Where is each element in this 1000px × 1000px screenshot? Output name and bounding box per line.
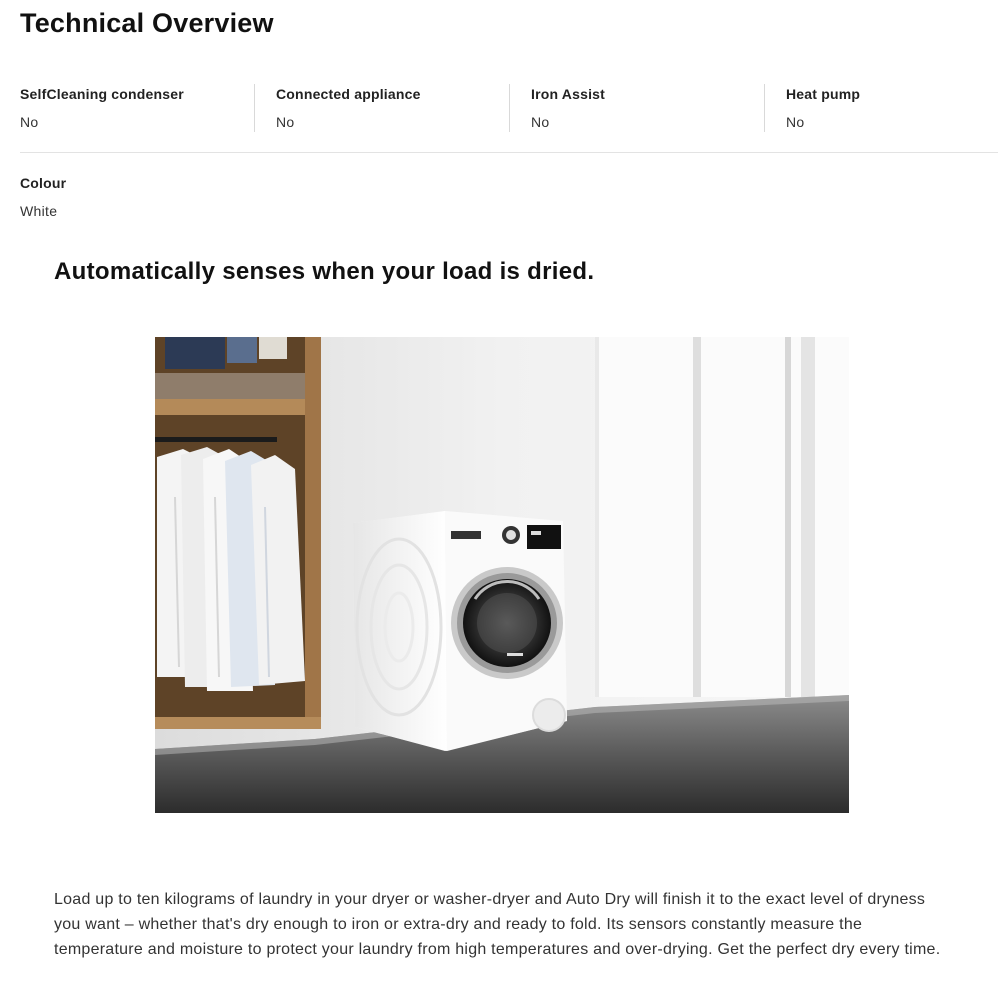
spec-label: Connected appliance <box>276 86 421 102</box>
spec-label: SelfCleaning condenser <box>20 86 184 102</box>
dryer-room-illustration <box>155 337 849 813</box>
spec-label: Heat pump <box>786 86 861 102</box>
feature-body-text: Load up to ten kilograms of laundry in your dryer or washer-dryer and Auto Dry will finish it to the exact level of dryness you want – whether that's dry enough to iron or extra-dry and ready to fold. Its sensors constantly measure the temperature and moisture to protect your laundry from high temperatures and over-drying. Get the perfect dry every time. <box>54 891 941 958</box>
spec-selfcleaning-condenser <box>20 84 254 132</box>
spec-value: White <box>20 203 58 219</box>
spec-value: No <box>786 114 805 130</box>
spec-colour <box>20 173 66 219</box>
spec-row <box>20 84 998 153</box>
spec-value: No <box>531 114 550 130</box>
spec-heat-pump <box>764 84 996 132</box>
spec-label: Colour <box>20 175 67 191</box>
spec-iron-assist <box>509 84 765 132</box>
spec-value: No <box>276 114 295 130</box>
spec-value: No <box>20 114 39 130</box>
spec-label: Iron Assist <box>531 86 606 102</box>
page-title: Technical Overview <box>20 8 274 38</box>
spec-connected-appliance <box>254 84 510 132</box>
product-image <box>155 337 849 813</box>
feature-heading: Automatically senses when your load is dried. <box>54 258 595 285</box>
